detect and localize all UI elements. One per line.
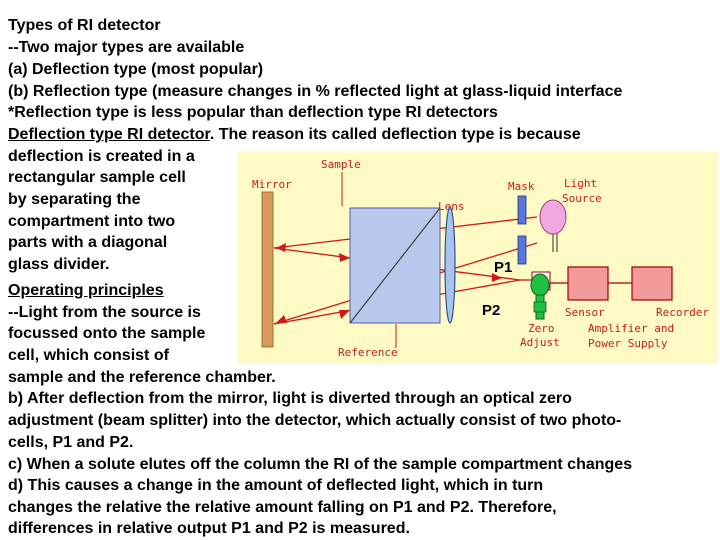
text-line: differences in relative output P1 and P2 is measured.: [8, 520, 410, 537]
text-line: by separating the: [8, 191, 141, 208]
text-line: adjustment (beam splitter) into the detector, which actually consist of two photo-: [8, 412, 622, 429]
text-line: d) This causes a change in the amount of deflected light, which in turn: [8, 477, 544, 494]
label-sensor: Sensor: [565, 306, 605, 319]
text-line: (a) Deflection type (most popular): [8, 61, 264, 78]
light-source: [540, 200, 566, 234]
text-line: [8, 125, 581, 145]
text-line: changes the relative the relative amount falling on P1 and P2. Therefore,: [8, 499, 557, 516]
label-lens: Lens: [438, 200, 465, 213]
mirror: [262, 192, 273, 347]
text-line: (b) Reflection type (measure changes in % reflected light at glass-liquid interface: [8, 83, 623, 100]
label-mask: Mask: [508, 180, 535, 193]
label-light-source: Light: [564, 177, 598, 190]
label-amplifier: Amplifier and: [588, 322, 675, 335]
label-sample: Sample: [321, 158, 361, 171]
slide-title: Types of RI detector: [8, 17, 161, 34]
text-line: parts with a diagonal: [8, 234, 168, 251]
text-line: cell, which consist of: [8, 347, 169, 364]
section-heading: Operating principles: [8, 282, 164, 299]
photocell-p2: [534, 302, 546, 312]
text-line: cells, P1 and P2.: [8, 434, 134, 451]
label-zero-adjust: Adjust: [520, 336, 560, 349]
text-line: compartment into two: [8, 213, 176, 230]
section-heading: Deflection type RI detector: [8, 126, 210, 143]
text-line: c) When a solute elutes off the column the RI of the sample compartment changes: [8, 456, 633, 473]
text-line: --Light from the source is: [8, 304, 201, 321]
text-line: b) After deflection from the mirror, light is diverted through an optical zero: [8, 390, 572, 407]
label-recorder: Recorder: [656, 306, 709, 319]
mask: [518, 236, 526, 264]
text-line: *Reflection type is less popular than deflection type RI detectors: [8, 104, 498, 121]
sensor-box: [568, 267, 608, 300]
label-light-source: Source: [562, 192, 602, 205]
label-zero-adjust: Zero: [528, 322, 555, 335]
text-line: rectangular sample cell: [8, 169, 186, 186]
text-line: glass divider.: [8, 256, 110, 273]
text-line: deflection is created in a: [8, 148, 195, 165]
label-reference: Reference: [338, 346, 398, 359]
lens: [445, 207, 455, 323]
label-amplifier: Power Supply: [588, 337, 668, 350]
label-p1: P1: [494, 259, 513, 276]
mask: [518, 196, 526, 224]
ri-detector-diagram: [238, 152, 718, 364]
zero-adjust-knob: [531, 274, 549, 296]
text-line-rest: . The reason its called deflection type is because: [209, 126, 581, 143]
label-mirror: Mirror: [252, 178, 292, 191]
text-line: focussed onto the sample: [8, 325, 206, 342]
amplifier-box: [632, 267, 672, 300]
text-line: sample and the reference chamber.: [8, 369, 276, 386]
label-p2: P2: [482, 302, 501, 319]
text-line: --Two major types are available: [8, 39, 245, 56]
